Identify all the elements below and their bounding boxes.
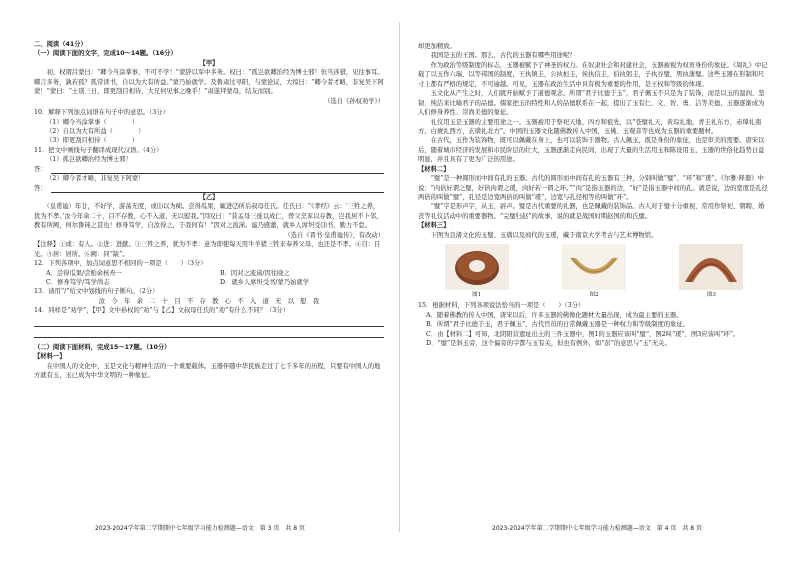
q15-option-c[interactable]: C．由【材料二】可知，北阴阳营遗址出土的三件玉器中，图1的玉器应该叫“璧”，图2叫“瑗”，图3应该叫“环”。	[426, 330, 740, 338]
q12-option-b[interactable]: B．因对之流涕/因往晓之	[220, 269, 290, 277]
page-footer: 2023-2024学年第二学期期中七年级学习能力检测题—语文 第 4 页 共 8 页	[492, 525, 702, 532]
q10-item: （1）卿今当涂掌事（ ）	[46, 118, 139, 126]
question-10: 10．解释下列加点词语在句子中的意思。（3分）	[34, 109, 169, 117]
material2-passage: “璧”是一种圆形而中间有孔的玉器。古代的圆形而中间有孔的玉器有三种，分别叫做“璧”、“环”和“瑗”。《尔雅·释器》中说：“肉倍好谓之璧，好倍肉谓之瑗，肉好若一谓之环。”“肉”是指玉器的边，“好”是指玉器中间的孔。就是说，边的宽度是孔径两倍的叫做“璧”，孔径是边宽两倍的叫做“瑗”，边宽与孔径相等的叫做“环”。	[418, 175, 768, 201]
q15-option-d[interactable]: D．“璧”是斜玉旁，这个偏旁的字都与玉有关，但也有例外，如“彭”的意思与“玉”无关。	[426, 340, 671, 348]
q13-sentence: 汝 今 年 余 二 十 目 不 存 教 心 不 入 道 无 以 慰 我	[98, 297, 320, 305]
notes: 【注释】①或：有人。②进：进献。③三牲之养，犹为不孝：意为即使每天用牛羊猪三牲来奉养父母，也还是不孝。④目：目光。⑤居：居所。⑥阙：同“缺”。	[34, 241, 381, 258]
material3-label: 【材料三】	[418, 222, 450, 230]
material2-label: 【材料二】	[418, 165, 450, 173]
figure-caption: 图1	[472, 292, 482, 299]
q12-option-c[interactable]: C．修身笃学/笃学尚志	[46, 278, 110, 286]
q11-item: （1）孤岂欲卿治经为博士邪！	[46, 156, 132, 164]
question-15: 15．根据材料，下列各项说法恰当的一项是（ ）（3分）	[418, 302, 585, 310]
q10-item: （3）即更刮目相待（ ）	[46, 137, 139, 145]
q15-option-b[interactable]: B．所谓“君子比德于玉，君子佩玉”，古代官员的日常佩戴玉器是一种权力和等级制度的象征。	[426, 321, 689, 329]
figure-row	[418, 244, 770, 299]
jia-source: （选自《孙权劝学》）	[324, 97, 384, 105]
yi-label: 【乙】	[199, 194, 219, 201]
figure-3	[676, 244, 746, 299]
answer-line[interactable]	[34, 317, 384, 327]
q10-item: （2）自以为大有所益（ ）	[46, 127, 145, 135]
jade-yuan-ring-image	[679, 244, 743, 290]
question-11: 11．把文中画线句子翻译成现代汉语。（4分）	[34, 146, 163, 154]
figure-1	[442, 244, 512, 299]
part1-title: （一）阅读下面的文字，完成10～14题。（16分）	[34, 50, 177, 58]
question-14: 14．同样是“劝学”，【甲】文中孙权的“劝”与【乙】文叔母任氏的“劝”有什么不同？（3分）	[34, 307, 289, 315]
continued-text: 却更加精致。	[418, 43, 456, 50]
section-title: 二、阅读（41分）	[34, 41, 87, 48]
question-12: 12．下列各项中，加点词意思不相同的一项是（ ）（3分）	[34, 260, 207, 268]
question-13: 13．请用“/”给文中划线的句子断句。（2分）	[34, 288, 159, 296]
answer-line[interactable]: 答：	[34, 165, 384, 174]
figure-2	[559, 244, 629, 299]
paragraph: 礼仪用玉是玉器的主要用途之一。玉器被用于祭祀天地、四方和祖先，以“苍璧礼天，黄琮礼地，青圭礼东方，赤璋礼南方，白琥礼西方，玄璜礼北方”。中国的玉器文化随佛教传入中国，玉佛、玉观音等也成为玉器的重要题材。	[418, 118, 762, 135]
paragraph: 玉文化从产生之时，人们就开始赋予了道德观念。所谓“君子比德于玉”，君子佩玉不只是为了装饰，而是以玉的温润、坚韧、纯洁来比喻君子的品德。儒家把玉的特性和人的品德联系在一起，提出了玉有仁、义、智、勇、洁等美德，玉器逐渐成为人们修身养性、崇尚美德的象征。	[418, 90, 765, 117]
jia-passage: 初，权谓吕蒙曰：“卿今当涂掌事，不可不学！”蒙辞以军中多务。权曰：“孤岂欲卿治经为博士邪！但当涉猎，见往事耳。卿言多务，孰若孤？孤常读书，自以为大有所益。”蒙乃始就学。及鲁肃过寻阳，与蒙论议，大惊曰：“卿今者才略，非复吴下阿蒙！”蒙曰：“士别三日，即更刮目相待，大兄何见事之晚乎！”肃遂拜蒙母，结友而别。	[34, 69, 384, 96]
figure-caption: 图3	[706, 292, 716, 299]
yi-passage: （皇甫谧）年廿，不好学，游荡无度，或⑴以为痴。尝得瓜果，辄进⑵所后叔母任氏。任氏曰：“《孝经》云：‘三牲之养，犹为不孝。’汝今年余二十，目不存教，心不入道，无以慰我。”因叹曰：“昔孟母三徙以成仁，曾父烹豕以存教，岂我居不卜邻，教有所阙，何尔鲁钝之甚也！修身笃学，自汝得之，于我何有！”因对之流涕。谧乃感激，就乡人席坦受⑶书，勤力不怠。	[34, 203, 383, 230]
jade-huang-arc-image	[562, 244, 626, 290]
jia-label: 【甲】	[199, 59, 219, 67]
paragraph: 作为政治等级制度的标志，玉器被赋予了神圣的权力。在奴隶社会和封建社会，玉器被视为权贵身份的象征。《周礼》中记载了以玉作六瑞、以等邦国的制度，王执镇圭，公执桓圭，侯执信圭，伯执躬圭，子执谷璧，男执蒲璧。这些玉器在形制和尺寸上都有严格的规定，不可逾越。可见，玉器在政治生活中具有极为重要的作用，是王权和等级的体现。	[418, 61, 768, 88]
jade-bi-disc-image	[445, 244, 509, 290]
answer-line[interactable]	[34, 328, 384, 338]
yi-source: （选自《晋书·皇甫谧传》，有改动）	[284, 231, 384, 239]
page-footer: 2023-2024学年第二学期期中七年级学习能力检测题—语文 第 3 页 共 8 页	[95, 525, 305, 532]
figure-caption: 图2	[589, 292, 599, 299]
paragraph: 我国是玉的王国。那么，古代的玉器有哪些用途呢？	[418, 52, 576, 60]
material2-passage: “璧”字是形声字，从玉，辟声。璧是古代重要的礼器，也是佩戴的装饰品。古人对于璧十分重视，常用作祭祀、朝聘、婚丧等礼仪活动中的重要器物。“完璧归赵”的故事，说的就是战国时期赵国的和氏璧。	[418, 203, 765, 220]
q12-option-a[interactable]: A．尝得瓜果/尝贻余核舟一	[46, 269, 122, 277]
right-page	[400, 0, 794, 561]
answer-line[interactable]: 答：	[34, 184, 384, 193]
part2-title: （二）阅读下面材料，完成15～17题。（10分）	[34, 343, 171, 351]
q11-item: （2）卿今者才略，非复吴下阿蒙！	[46, 175, 145, 183]
q12-option-d[interactable]: D．就乡人席坦受书/蒙乃始就学	[220, 278, 310, 286]
material3-passage: 下图为良渚文化的玉璧、玉璜以及商代的玉瑗，藏于南京大学考古与艺术博物馆。	[418, 231, 658, 239]
material1-passage: 在中国人的文化中，玉是文化与精神生活的一个重要载体。玉器伴随中华民族走过了七千多年的历程，只要有中国人的地方就有玉，玉已成为中华文明的一种象征。	[34, 362, 381, 379]
q12-options	[34, 269, 384, 288]
paragraph: 在古代，玉作为装饰物，既可以佩戴在身上，也可以装饰于器物。古人佩玉，既是身份的象征，也是审美的需要。唐宋以后，随着城市经济的发展和市民阶层的壮大，玉器逐渐走向民间，出现了大量的生活用玉和陈设用玉，玉器的世俗化趋势日益明显，并且具有了更为广泛的用途。	[418, 137, 765, 164]
q15-option-a[interactable]: A．随着佛教的传入中国，唐宋以后，许多玉器的佛像化题材大量出现，成为最主要的玉器。	[426, 311, 683, 319]
material1-label: 【材料一】	[34, 353, 66, 361]
